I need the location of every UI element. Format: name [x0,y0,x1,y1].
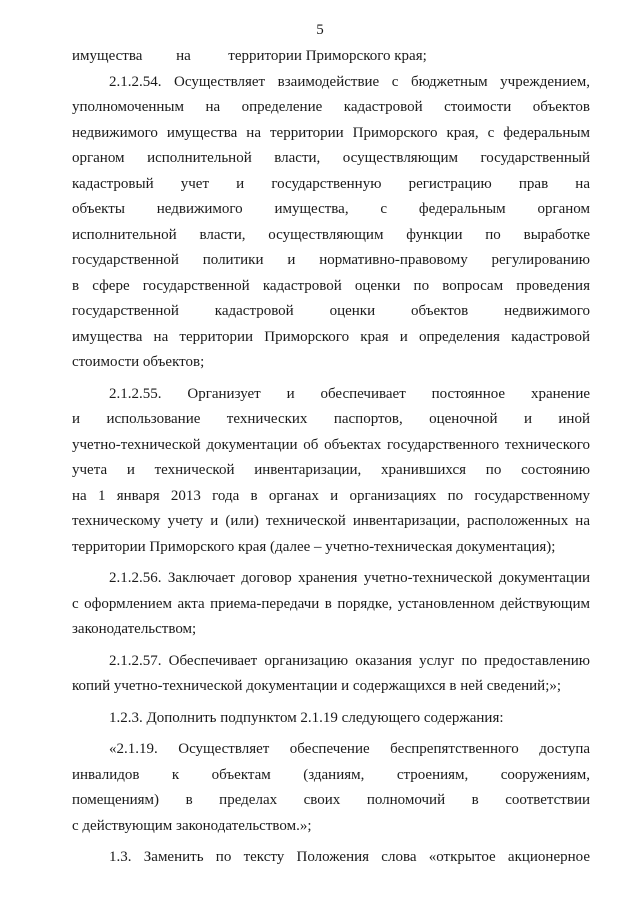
text-line: уполномоченным на определение кадастровой стоимости объектов [72,99,590,115]
text-line: техническому учету и (или) технической инвентаризации, расположенных на [72,513,590,529]
paragraph-2-1-2-56 [72,566,590,643]
text-line: территории Приморского края (далее – учетно-техническая документация); [72,538,556,555]
text-line: исполнительной власти, осуществляющим функции по выработке [72,226,590,243]
text-line: 1.3. Заменить по тексту Положения слова «открытое акционерное [109,849,590,865]
text-line: органом исполнительной власти, осуществляющим государственный [72,150,590,166]
text-line: 1.2.3. Дополнить подпунктом 2.1.19 следующего содержания: [109,709,504,726]
text-line: копий учетно-технической документации и содержащихся в ней сведений;»; [72,678,562,694]
text-line: государственной политики и нормативно-правовому регулированию [72,252,590,268]
text-line: законодательством; [72,621,197,637]
paragraph-continuation [72,44,590,70]
text-line: стоимости объектов; [72,354,205,370]
text-line: объекты недвижимого имущества, с федеральным органом [72,201,590,217]
paragraph-2-1-2-54 [72,70,590,376]
text-line: с действующим законодательством.»; [72,817,312,834]
text-line: кадастровый учет и государственную регистрацию прав на [72,175,590,192]
page-number: 5 [316,22,324,38]
text-line: в сфере государственной кадастровой оценки по вопросам проведения [72,277,590,294]
text-line: 2.1.2.57. Обеспечивает организацию оказания услуг по предоставлению [109,652,590,669]
text-line: помещениям) в пределах своих полномочий в соответствии [72,792,590,808]
text-line: на 1 января 2013 года в органах и организациях по государственному [72,487,590,504]
text-line: имущества на территории Приморского края и определения кадастровой [72,328,590,345]
paragraph-1-2-3 [72,706,590,732]
text-line: 2.1.2.56. Заключает договор хранения учетно-технической документации [109,570,590,586]
paragraph-1-3 [72,845,590,871]
text-line: 2.1.2.54. Осуществляет взаимодействие с бюджетным учреждением, [109,73,590,90]
text-line: и использование технических паспортов, оценочной и иной [72,411,590,427]
paragraph-2-1-2-55 [72,382,590,561]
paragraph-2-1-19 [72,737,590,839]
text-line: учетно-технической документации об объектах государственного технического [72,436,590,453]
text-line: «2.1.19. Осуществляет обеспечение беспрепятственного доступа [109,741,590,757]
text-line: учета и технической инвентаризации, хранившихся по состоянию [72,462,590,478]
paragraph-2-1-2-57 [72,649,590,700]
text-line: 2.1.2.55. Организует и обеспечивает постоянное хранение [109,385,590,402]
text-line: имущества на территории Приморского края; [72,48,427,64]
document-body [72,44,590,871]
text-line: недвижимого имущества на территории Приморского края, с федеральным [72,124,590,141]
text-line: с оформлением акта приема-передачи в порядке, установленном действующим [72,595,590,612]
text-line: инвалидов к объектам (зданиям, строениям, сооружениям, [72,766,590,783]
text-line: государственной кадастровой оценки объектов недвижимого [72,303,590,319]
